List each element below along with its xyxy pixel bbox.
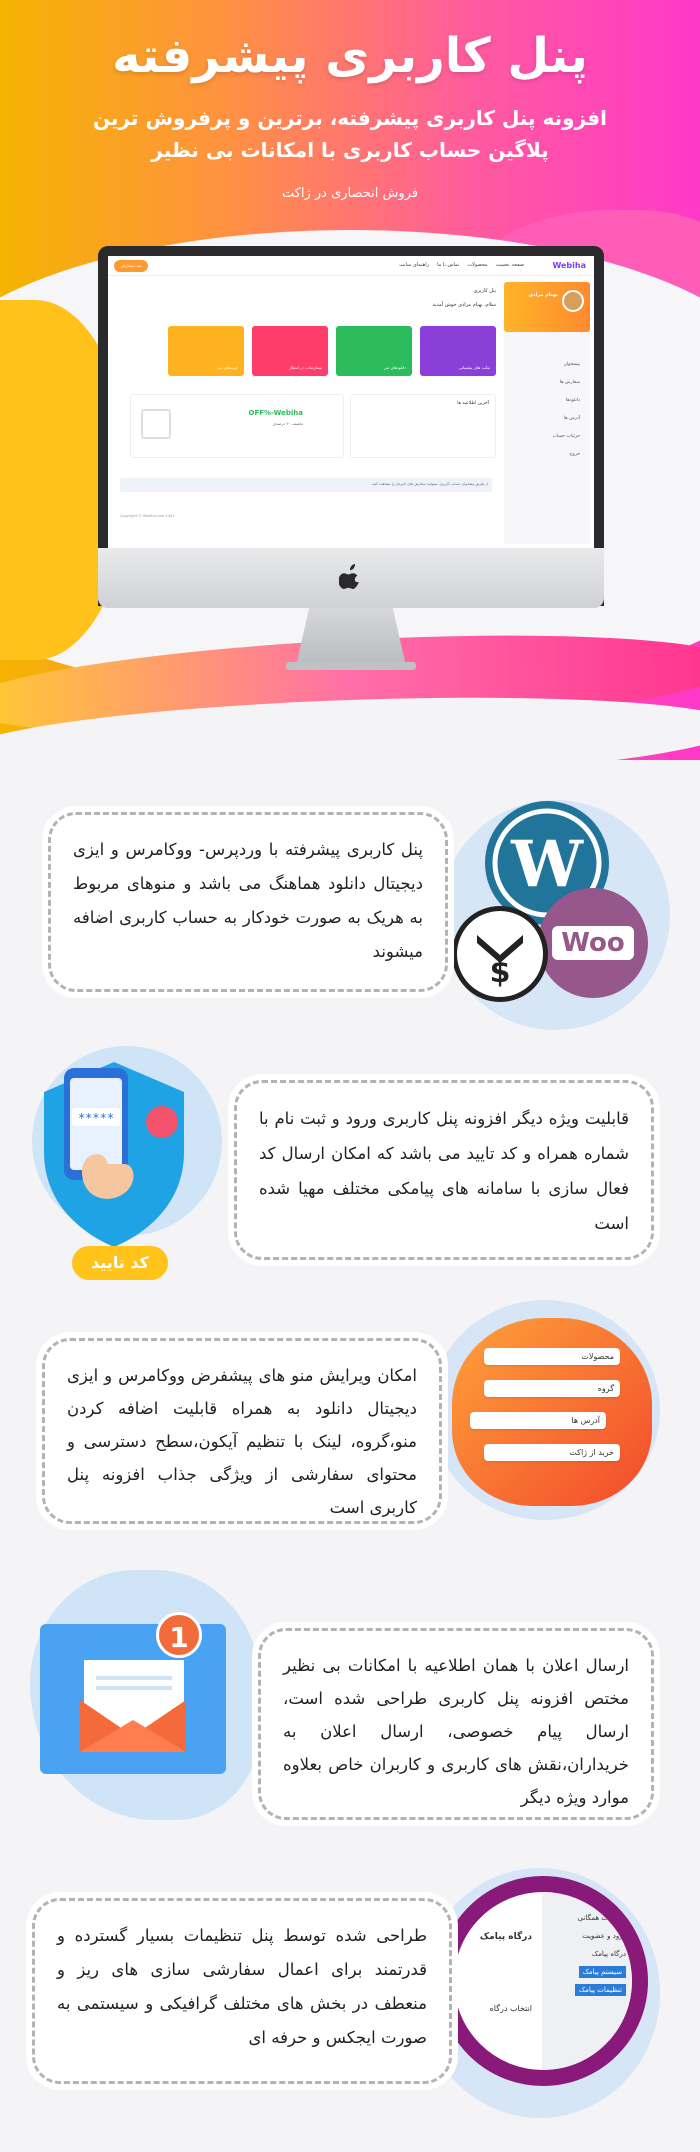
dashboard-alert: از طریق پیشخوان حساب کاربری، میتوانید سفارش های اخیرتان را مشاهده کنید.: [120, 478, 492, 492]
sidebar-item[interactable]: دانلودها: [565, 398, 580, 403]
woo-icon: [538, 888, 648, 998]
imac-stand: [296, 608, 406, 666]
stat-card-label: خریدهای من: [217, 365, 238, 370]
top-menu-item[interactable]: تماس با ما: [437, 262, 460, 268]
stat-card-label: سفارشات در انتظار: [289, 365, 322, 370]
dollar-icon: $: [489, 955, 511, 990]
top-menu: [399, 262, 524, 268]
imac-stand-base: [286, 662, 416, 670]
menu-editor-item: محصولات: [484, 1348, 620, 1365]
notification-count-badge: 1: [156, 1612, 202, 1658]
settings-item: تنظیمات همگانی: [577, 1914, 626, 1922]
sidebar-item[interactable]: خروج: [569, 452, 580, 457]
password-dots: *****: [77, 1111, 115, 1125]
feature-text: پنل کاربری پیشرفته با وردپرس- ووکامرس و ایزی دیجیتال دانلود هماهنگ می باشد و منوهای مربوط به هریک به صورت خودکار به حساب کاربری اضافه میشوند: [73, 840, 423, 961]
gift-icon: [141, 409, 171, 439]
top-menu-item[interactable]: محصولات: [467, 262, 488, 268]
avatar: [562, 290, 584, 312]
sidebar-item[interactable]: جزئیات حساب: [552, 434, 580, 439]
dashboard-greeting: سلام، بهنام مرادی خوش آمدید: [432, 302, 496, 308]
top-menu-item[interactable]: صفحه نخست: [495, 262, 524, 268]
page-title: پنل کاربری پیشرفته: [112, 28, 588, 84]
settings-item: ورود و عضویت: [582, 1932, 626, 1940]
notices-box: [350, 394, 496, 458]
dashboard-footer: Copyright © Webiha.com 1401: [120, 514, 175, 518]
settings-item-active: سیستم پیامک: [579, 1966, 626, 1978]
menu-editor-illustration: [452, 1318, 652, 1506]
menu-editor-item: خرید از ژاکت: [484, 1444, 620, 1461]
settings-panel-illustration: [438, 1876, 648, 2086]
settings-heading: درگاه پیامک: [479, 1932, 532, 1942]
feature-text-box: [32, 1898, 452, 2084]
hero-subtitle: پلاگین حساب کاربری با امکانات بی نظیر: [151, 138, 549, 162]
profile-name: بهنام مرادی: [528, 292, 558, 298]
stat-card-label: تیکت های پشتیبانی: [458, 365, 490, 370]
hero-subtitle: افزونه پنل کاربری پیشرفته، برترین و پرفروش ترین: [93, 106, 607, 130]
dashboard-topbar: [108, 256, 594, 276]
feature-text: ارسال اعلان با همان اطلاعیه با امکانات بی نظیر مختص افزونه پنل کاربری طراحی شده است، ارسال پیام خصوصی، ارسال اعلان به خریداران،نقش های کاربری و کاربران خاص بعلاوه موارد ویژه دیگر: [283, 1656, 629, 1807]
edd-icon: [452, 906, 548, 1002]
coupon-box: [130, 394, 344, 458]
dashboard-screenshot: [108, 256, 594, 550]
site-logo: Webiha: [552, 261, 586, 270]
feature-text: امکان ویرایش منو های پیشفرض ووکامرس و ایزی دیجیتال دانلود به همراه قابلیت اضافه کردن منو،گروه، لینک با تنظیم آیکون،سطح دسترسی و محتوای سفارشی از ویژگی جذاب افزونه پنل کاربری است: [67, 1366, 417, 1517]
top-menu-item[interactable]: راهنمای سایت: [399, 262, 430, 268]
verify-code-badge: کد تایید: [72, 1246, 168, 1280]
coupon-code: OFF%-Webiha: [248, 409, 303, 417]
coupon-note: تخفیف ۲۰ درصدی: [272, 421, 303, 426]
apple-logo-icon: [339, 562, 363, 590]
feature-text-box: [234, 1080, 654, 1260]
stat-card[interactable]: [168, 326, 244, 376]
stat-card[interactable]: [336, 326, 412, 376]
stat-card[interactable]: [420, 326, 496, 376]
profile-card: [504, 282, 590, 332]
notices-title: آخرین اطلاعیه ها: [457, 401, 489, 406]
dashboard-main: [114, 282, 502, 544]
feature-text: طراحی شده توسط پنل تنظیمات بسیار گسترده و قدرتمند برای اعمال سفارشی سازی های ریز و منعطف در بخش های مختلف گرافیکی و سیستمی به صورت ایجکس و حرفه ای: [57, 1926, 427, 2047]
sidebar-item[interactable]: سفارش ها: [559, 380, 580, 385]
stat-card-label: دانلودهای من: [383, 365, 406, 370]
woo-label: Woo: [552, 926, 634, 960]
sidebar-item[interactable]: پیشخوان: [563, 362, 580, 367]
feature-text: قابلیت ویژه دیگر افزونه پنل کاربری ورود و ثبت نام با شماره همراه و کد تایید می باشد که امکان ارسال کد فعال سازی با سامانه های پیامکی مختلف مهیا شده است: [259, 1109, 629, 1233]
feature-text-box: [42, 1338, 442, 1524]
settings-label: انتخاب درگاه: [489, 2004, 532, 2013]
feature-text-box: [258, 1628, 654, 1820]
menu-editor-item: گروه: [484, 1380, 620, 1397]
dashboard-heading: پنل کاربری: [473, 288, 496, 294]
shield-phone-icon: [34, 1052, 194, 1252]
order-button[interactable]: ثبت سفارش: [114, 260, 148, 272]
settings-item: درگاه پیامک: [591, 1950, 626, 1958]
hero-note: فروش انحصاری در ژاکت: [281, 186, 419, 201]
feature-text-box: [48, 812, 448, 992]
svg-text:W: W: [511, 827, 583, 902]
settings-item-active: تنظیمات پیامک: [575, 1984, 626, 1996]
sidebar-item[interactable]: آدرس ها: [563, 416, 580, 421]
stat-card[interactable]: [252, 326, 328, 376]
menu-editor-item: آدرس ها: [470, 1412, 606, 1429]
